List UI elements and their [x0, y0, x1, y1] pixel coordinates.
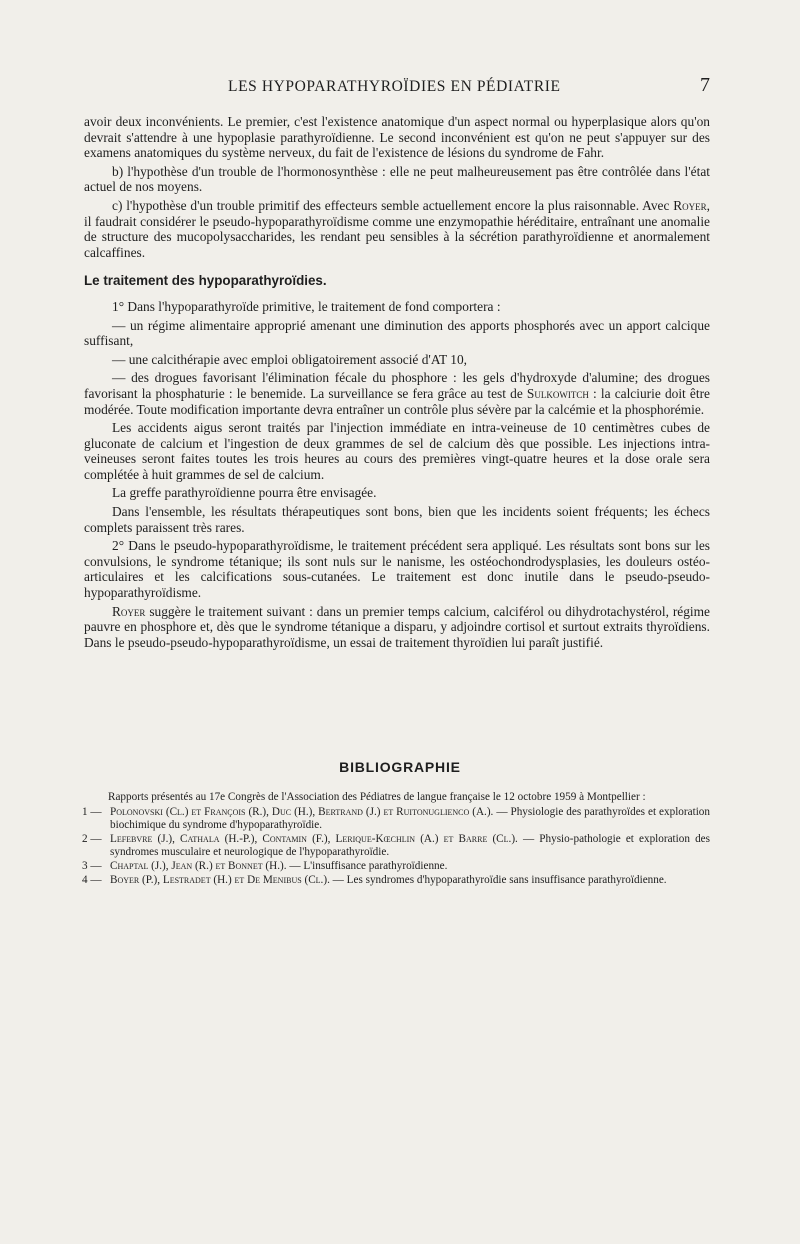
- entry-title: — L'insuffisance parathyroïdienne.: [286, 860, 448, 873]
- entry-number: 2 —: [82, 833, 102, 846]
- bibliography-entry: [82, 806, 710, 831]
- entry-number: 1 —: [82, 806, 102, 819]
- paragraph-royer-suggestion: [84, 604, 710, 651]
- entry-number: 3 —: [82, 860, 102, 873]
- running-title: LES HYPOPARATHYROÏDIES EN PÉDIATRIE: [228, 78, 561, 95]
- author-name: Sulkowitch: [526, 385, 589, 401]
- drugs-text-end: : la calciurie doit être modérée. Toute modification importante devra entraîner un contrôle plus sévère par la calcémie et la phosphorémie.: [84, 385, 710, 417]
- treatment-item-drugs: [84, 370, 710, 417]
- entry-authors: Chaptal (J.), Jean (R.) et Bonnet (H.).: [110, 860, 287, 873]
- author-name: Royer: [673, 197, 707, 213]
- paragraph-acute-accidents: Les accidents aigus seront traités par l'injection immédiate en intra-veineuse de 10 centimètres cubes de gluconate de calcium et l'ingestion de deux grammes de sel de calcium dès que possible. Les injections intra-veineuses seront faites toutes les trois heures au cours des premières vingt-quatre heures et la dose orale sera complétée à huit grammes de sel de calcium.: [84, 420, 710, 482]
- paragraph-hypothesis-b: b) l'hypothèse d'un trouble de l'hormonosynthèse : elle ne peut malheureusement pas être contrôlée dans l'état actuel de nos moyens.: [84, 163, 710, 195]
- entry-number: 4 —: [82, 874, 102, 887]
- bibliography-entry: [82, 833, 710, 858]
- bibliography: [82, 791, 710, 887]
- hypothesis-c-text-end: , il faudrait considérer le pseudo-hypoparathyroïdisme comme une enzymopathie héréditaire, entraînant une anomalie de structure des mucopolysaccharides, les rendant peu sensibles à la sécrétion parathyroïdienne et anormalement calcaffines.: [84, 197, 710, 260]
- bibliography-intro: Rapports présentés au 17e Congrès de l'Association des Pédiatres de langue française le 12 octobre 1959 à Montpellier :: [108, 791, 646, 803]
- paragraph-results: Dans l'ensemble, les résultats thérapeutiques sont bons, bien que les incidents soient fréquents; les échecs complets paraissent très rares.: [84, 504, 710, 535]
- hypothesis-c-text-start: c) l'hypothèse d'un trouble primitif des effecteurs semble actuellement encore la plus raisonnable. Avec: [112, 197, 674, 213]
- entry-authors: Boyer (P.), Lestradet (H.) et De Menibus (Cl.).: [110, 874, 330, 887]
- bibliography-entry: [82, 874, 710, 886]
- treatment-item-calcium: — une calcithérapie avec emploi obligatoirement associé d'AT 10,: [112, 351, 468, 367]
- paragraph-graft: La greffe parathyroïdienne pourra être envisagée.: [112, 485, 377, 501]
- entry-authors: Polonovski (Cl.) et François (R.), Duc (H.), Bertrand (J.) et Ruitonuglienco (A.).: [110, 806, 494, 819]
- drugs-text-start: — des drogues favorisant l'élimination fécale du phosphore : les gels d'hydroxyde d'alumine; des drogues favorisant la phosphaturie : le benemide. La surveillance se fera grâce au test de: [84, 370, 710, 401]
- paragraph-hypothesis-c: [84, 198, 710, 260]
- paragraph-continuation: avoir deux inconvénients. Le premier, c'est l'existence anatomique d'un aspect normal ou hyperplasique alors qu'on devrait s'attendre à une hypoplasie parathyroïdienne. Le second inconvénient est qu'on ne peut s'appuyer sur des examens anatomiques du système nerveux, du fait de l'existence de lésions du syndrome de Fahr.: [84, 114, 710, 161]
- page-number: 7: [700, 74, 710, 96]
- author-name: Royer: [112, 603, 146, 619]
- main-text: [84, 114, 710, 650]
- paragraph-pseudo-hypo: 2° Dans le pseudo-hypoparathyroïdisme, le traitement précédent sera appliqué. Les résultats sont bons sur les convulsions, le syndrome tétanique; ils sont nuls sur le nanisme, les ostéochondrodysplasies, les douleurs ostéo-articulaires et les calcifications sous-cutanées. Le traitement est donc inutile dans le pseudo-pseudo-hypoparathyroïdisme.: [84, 538, 710, 601]
- treatment-intro: 1° Dans l'hypoparathyroïde primitive, le traitement de fond comportera :: [112, 298, 501, 314]
- entry-title: — Les syndromes d'hypoparathyroïdie sans insuffisance parathyroïdienne.: [329, 874, 667, 887]
- entry-title: — Physio-pathologie et exploration des syndromes musculaire et neurologique de l'hypoparathyroïdie.: [110, 833, 710, 858]
- royer-suggestion-text: suggère le traitement suivant : dans un premier temps calcium, calciférol ou dihydrotachystérol, régime pauvre en phosphore et, dès que le syndrome tétanique a disparu, y adjoindre cortisol et surtout extraits thyroïdiens. Dans le pseudo-pseudo-hypoparathyroïdisme, un essai de traitement thyroïdien lui paraît justifié.: [84, 603, 710, 650]
- treatment-item-diet: — un régime alimentaire approprié amenant une diminution des apports phosphorés avec un apport calcique suffisant,: [84, 317, 710, 349]
- entry-authors: Lefebvre (J.), Cathala (H.-P.), Contamin (F.), Lerique-Kœchlin (A.) et Barre (Cl.).: [110, 833, 518, 846]
- entry-title: — Physiologie des parathyroïdes et exploration biochimique du syndrome d'hypoparathyroïdie.: [110, 806, 710, 831]
- section-heading: Le traitement des hypoparathyroïdies.: [84, 273, 327, 289]
- bibliography-entry: [82, 860, 710, 872]
- bibliography-title: BIBLIOGRAPHIE: [339, 759, 461, 775]
